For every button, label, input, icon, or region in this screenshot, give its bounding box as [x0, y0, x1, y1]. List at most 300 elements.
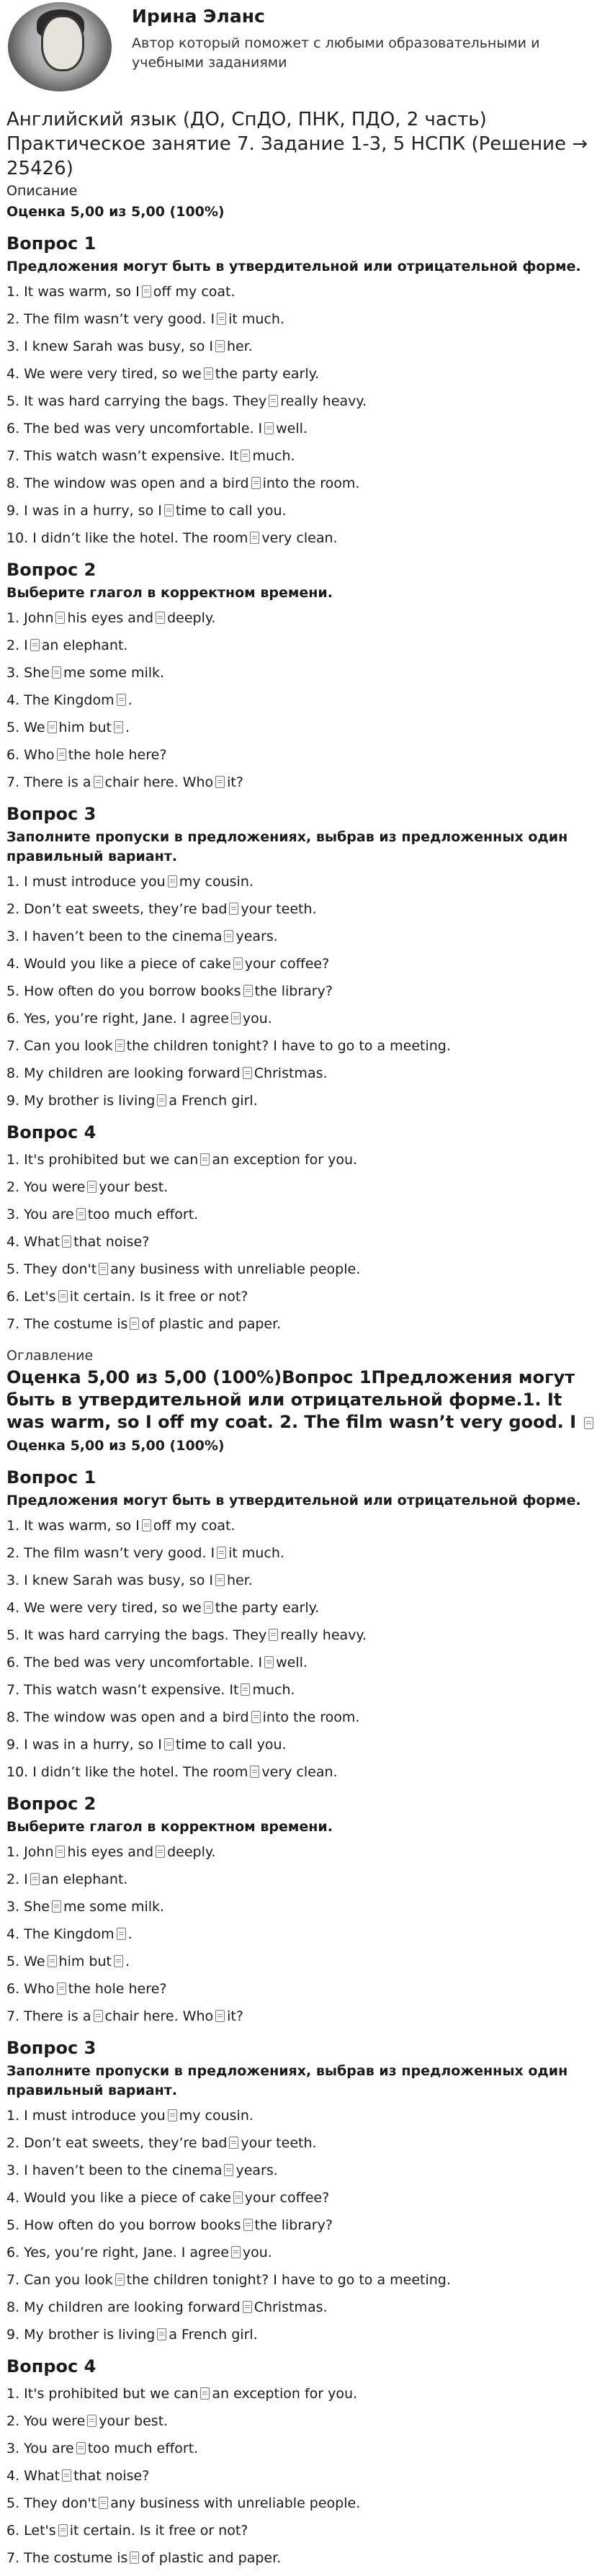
question-item — [6, 609, 604, 627]
question-item — [6, 2325, 604, 2344]
item-text: the hole here? — [68, 1981, 167, 1997]
answer-blank-icon[interactable] — [142, 1519, 151, 1531]
item-text: 4. We were very tired, so we — [6, 366, 202, 382]
item-text: 2. The film wasn’t very good. I — [6, 311, 215, 327]
item-text: well. — [276, 1655, 308, 1671]
item-text: 1. John — [6, 1844, 54, 1860]
item-text: your teeth. — [241, 2135, 317, 2151]
item-text: 6. Who — [6, 1981, 55, 1997]
questions-section — [6, 231, 604, 1333]
question-items — [6, 282, 604, 547]
answer-blank-icon[interactable] — [243, 1067, 252, 1079]
item-text: it certain. Is it free or not? — [69, 1289, 248, 1305]
answer-blank-icon[interactable] — [117, 1928, 126, 1940]
item-text: 2. I — [6, 1871, 28, 1887]
answer-blank-icon[interactable] — [87, 1181, 97, 1193]
question-item — [6, 900, 604, 918]
item-text: the party early. — [215, 366, 320, 382]
item-text: Christmas. — [254, 1065, 328, 1081]
item-text: 1. It's prohibited but we can — [6, 2386, 199, 2402]
item-text: the hole here? — [68, 747, 167, 763]
item-text: 9. My brother is living — [6, 1093, 156, 1109]
item-text: 1. It's prohibited but we can — [6, 1152, 199, 1168]
item-text: a French girl. — [169, 2327, 258, 2343]
item-text: 7. Can you look — [6, 2272, 113, 2288]
answer-blank-icon[interactable] — [114, 721, 123, 733]
item-text: 6. Let's — [6, 1289, 56, 1305]
question-item — [6, 474, 604, 493]
answer-blank-icon[interactable] — [117, 694, 126, 706]
item-text: your coffee? — [244, 956, 330, 972]
question-item — [6, 1598, 604, 1617]
answer-blank-icon[interactable] — [62, 1235, 71, 1248]
item-text: into the room. — [262, 475, 360, 491]
question-instruction: Предложения могут быть в утвердительной или отрицательной форме. — [6, 1493, 581, 1508]
question-item — [6, 2216, 604, 2235]
answer-blank-icon[interactable] — [30, 1873, 40, 1885]
item-text: 7. This watch wasn’t expensive. It — [6, 448, 239, 464]
answer-blank-icon[interactable] — [200, 1153, 210, 1166]
question-item — [6, 1897, 604, 1916]
item-text: 7. The costume is — [6, 1316, 128, 1332]
item-text: me some milk. — [63, 1899, 165, 1915]
item-text: you. — [242, 2245, 272, 2260]
item-text: 8. My children are looking forward — [6, 2299, 241, 2315]
answer-blank-icon[interactable] — [58, 2524, 68, 2536]
item-text: 4. The Kingdom — [6, 692, 115, 708]
item-text: chair here. Who — [104, 774, 214, 790]
item-text: much. — [252, 1682, 295, 1698]
item-text: of plastic and paper. — [141, 1316, 282, 1332]
item-text: that noise? — [73, 1234, 150, 1250]
score-text-repeat: Оценка 5,00 из 5,00 (100%) — [6, 1438, 225, 1454]
item-text: 7. There is a — [6, 774, 91, 790]
answer-blank-icon[interactable] — [269, 1629, 278, 1641]
question-instruction: Выберите глагол в корректном времени. — [6, 1819, 333, 1835]
item-text: 7. This watch wasn’t expensive. It — [6, 1682, 239, 1698]
question-item — [6, 1233, 604, 1251]
item-text: really heavy. — [280, 1627, 367, 1643]
answer-blank-icon[interactable] — [156, 612, 165, 624]
answer-blank-icon[interactable] — [243, 2301, 252, 2313]
answer-blank-icon[interactable] — [57, 748, 66, 761]
answer-blank-icon[interactable] — [115, 1039, 125, 1052]
answer-blank-icon[interactable] — [231, 2246, 241, 2258]
answer-blank-icon[interactable] — [130, 2552, 139, 2564]
question-item — [6, 419, 604, 438]
item-text: 5. It was hard carrying the bags. They — [6, 1627, 267, 1643]
question-items — [6, 872, 604, 1110]
question-item — [6, 2298, 604, 2317]
item-text: 2. You were — [6, 2413, 86, 2429]
question-item — [6, 1735, 604, 1754]
answer-blank-icon[interactable] — [94, 776, 103, 788]
answer-blank-icon[interactable] — [217, 1547, 226, 1559]
answer-blank-icon[interactable] — [157, 1094, 166, 1106]
item-text: of plastic and paper. — [141, 2550, 282, 2566]
item-text: really heavy. — [280, 393, 367, 409]
answer-blank-icon[interactable] — [264, 422, 274, 434]
item-text: Christmas. — [254, 2299, 328, 2315]
toc-label: Оглавление — [6, 1348, 94, 1364]
description-label: Описание — [6, 183, 78, 199]
question-item — [6, 1980, 604, 1998]
item-text: any business with unreliable people. — [110, 1261, 361, 1277]
answer-blank-icon[interactable] — [264, 1656, 274, 1668]
answer-blank-icon[interactable] — [114, 1955, 123, 1967]
item-text: 5. They don't — [6, 2495, 97, 2511]
item-text: 4. What — [6, 2468, 60, 2484]
item-text: . — [125, 720, 130, 735]
question-instruction: Предложения могут быть в утвердительной или отрицательной форме. — [6, 259, 581, 274]
answer-blank-icon[interactable] — [243, 985, 253, 997]
item-text: 2. You were — [6, 1179, 86, 1195]
answer-blank-icon[interactable] — [241, 1683, 250, 1696]
answer-blank-icon[interactable] — [168, 875, 177, 887]
item-text: an exception for you. — [212, 1152, 358, 1168]
item-text: 4. What — [6, 1234, 60, 1250]
score-text: Оценка 5,00 из 5,00 (100%) — [6, 204, 225, 220]
item-text: . — [125, 1954, 130, 1969]
question-item — [6, 691, 604, 710]
question-heading: Вопрос 1 — [6, 1467, 97, 1488]
item-text: it much. — [228, 311, 284, 327]
question-item — [6, 2384, 604, 2403]
item-text: it? — [227, 2008, 243, 2024]
question-items — [6, 609, 604, 792]
answer-blank-icon[interactable] — [48, 1955, 57, 1967]
answer-blank-icon[interactable] — [168, 2109, 177, 2121]
question-item — [6, 746, 604, 764]
item-text: a French girl. — [169, 1093, 258, 1109]
item-text: me some milk. — [63, 665, 165, 681]
item-text: the library? — [254, 2217, 333, 2233]
answer-blank-icon[interactable] — [52, 666, 61, 679]
item-text: too much effort. — [87, 2441, 199, 2456]
item-text: 10. I didn’t like the hotel. The room — [6, 1764, 248, 1780]
question-item — [6, 2412, 604, 2430]
question-item — [6, 1843, 604, 1861]
question-item — [6, 1315, 604, 1333]
answer-blank-icon[interactable] — [229, 2137, 238, 2149]
answer-blank-icon[interactable] — [251, 1711, 261, 1723]
answer-blank-icon[interactable] — [30, 639, 40, 651]
item-text: 7. Can you look — [6, 1038, 113, 1054]
item-text: her. — [226, 1573, 253, 1588]
item-text: 5. How often do you borrow books — [6, 983, 241, 999]
question-item — [6, 2161, 604, 2180]
answer-blank-icon[interactable] — [250, 1766, 259, 1778]
item-text: 10. I didn’t like the hotel. The room — [6, 530, 248, 546]
item-text: too much effort. — [87, 1207, 199, 1222]
toc-summary-text: Оценка 5,00 из 5,00 (100%)Вопрос 1Предложения могут быть в утвердительной или отрицательной форме.1. It was warm, so I off my coat. 2. The film wasn’t very good. I — [6, 1367, 583, 1432]
answer-blank-icon[interactable] — [94, 2010, 103, 2022]
item-text: deeply. — [167, 610, 216, 626]
item-text: 8. My children are looking forward — [6, 1065, 241, 1081]
question-item — [6, 447, 604, 465]
item-text: the party early. — [215, 1600, 320, 1616]
item-text: 3. I haven’t been to the cinema — [6, 2163, 223, 2178]
answer-blank-icon[interactable] — [215, 776, 225, 788]
question-item — [6, 1150, 604, 1169]
item-text: 9. I was in a hurry, so I — [6, 503, 162, 519]
item-text: my cousin. — [179, 2108, 254, 2124]
item-text: his eyes and — [67, 1844, 154, 1860]
question-item — [6, 2243, 604, 2262]
item-text: 3. You are — [6, 1207, 74, 1222]
question-items — [6, 1150, 604, 1333]
question-item — [6, 2521, 604, 2540]
question-item — [6, 1205, 604, 1224]
item-text: very clean. — [261, 530, 338, 546]
item-text: years. — [236, 2163, 278, 2178]
toc-summary — [6, 1367, 604, 1434]
item-text: much. — [252, 448, 295, 464]
item-text: into the room. — [262, 1709, 360, 1725]
question-item — [6, 337, 604, 356]
item-text: 2. The film wasn’t very good. I — [6, 1545, 215, 1561]
question-item — [6, 1870, 604, 1889]
question-item — [6, 1952, 604, 1971]
item-text: her. — [226, 339, 253, 354]
item-text: 5. They don't — [6, 1261, 97, 1277]
item-text: 5. We — [6, 720, 45, 735]
answer-blank-icon[interactable] — [233, 957, 243, 970]
answer-blank-icon[interactable] — [62, 2469, 71, 2482]
item-text: 4. We were very tired, so we — [6, 1600, 202, 1616]
author-avatar[interactable] — [8, 2, 112, 91]
question-item — [6, 2439, 604, 2458]
question-instruction: Выберите глагол в корректном времени. — [6, 585, 333, 601]
answer-blank-icon[interactable] — [52, 1900, 61, 1913]
item-text: 4. The Kingdom — [6, 1926, 115, 1942]
answer-blank-icon[interactable] — [200, 2387, 210, 2400]
question-item — [6, 282, 604, 301]
answer-blank-icon[interactable] — [57, 1982, 66, 1995]
item-text: 7. The costume is — [6, 2550, 128, 2566]
question-items — [6, 2384, 604, 2567]
item-text: . — [127, 692, 133, 708]
item-text: 6. The bed was very uncomfortable. I — [6, 1655, 263, 1671]
item-text: 9. I was in a hurry, so I — [6, 1737, 162, 1753]
item-text: 5. We — [6, 1954, 45, 1969]
item-text: years. — [236, 929, 278, 944]
question-item — [6, 392, 604, 411]
question-item — [6, 1544, 604, 1562]
item-text: your teeth. — [241, 901, 317, 917]
item-text: 1. It was warm, so I — [6, 1518, 140, 1534]
item-text: 2. Don’t eat sweets, they’re bad — [6, 901, 228, 917]
item-text: the children tonight? I have to go to a meeting. — [126, 1038, 451, 1054]
answer-blank-icon[interactable] — [99, 1263, 108, 1275]
question-item — [6, 1681, 604, 1699]
item-text: 4. Would you like a piece of cake — [6, 956, 231, 972]
item-text: 1. I must introduce you — [6, 874, 166, 890]
question-item — [6, 1178, 604, 1197]
answer-blank-icon[interactable] — [251, 477, 261, 489]
answer-blank-icon[interactable] — [229, 903, 238, 915]
item-text: 1. It was warm, so I — [6, 284, 140, 300]
author-description: Автор который поможет с любыми образовательными и учебными заданиями — [132, 35, 540, 71]
questions-section-repeat — [6, 1465, 604, 2567]
item-text: it much. — [228, 1545, 284, 1561]
answer-blank-icon[interactable] — [87, 2415, 97, 2427]
item-text: 4. Would you like a piece of cake — [6, 2190, 231, 2206]
answer-blank-icon[interactable] — [164, 1738, 174, 1750]
answer-blank-icon[interactable] — [224, 2164, 233, 2176]
item-text: very clean. — [261, 1764, 338, 1780]
item-text: 1. John — [6, 610, 54, 626]
item-text: 3. She — [6, 1899, 50, 1915]
item-text: well. — [276, 421, 308, 437]
question-item — [6, 365, 604, 383]
question-item — [6, 1516, 604, 1535]
item-text: 6. Yes, you’re right, Jane. I agree — [6, 2245, 229, 2260]
missing-glyph-icon — [584, 1417, 593, 1429]
question-item — [6, 663, 604, 682]
question-item — [6, 1626, 604, 1645]
item-text: him but — [58, 1954, 112, 1969]
item-text: 6. Let's — [6, 2523, 56, 2539]
question-item — [6, 310, 604, 328]
question-item — [6, 1708, 604, 1727]
answer-blank-icon[interactable] — [164, 504, 174, 516]
question-item — [6, 2467, 604, 2485]
question-items — [6, 1843, 604, 2026]
question-item — [6, 1763, 604, 1781]
item-text: an elephant. — [41, 638, 128, 653]
document-title: Английский язык (ДО, СпДО, ПНК, ПДО, 2 часть) Практическое занятие 7. Задание 1-3, 5 НСПК (Решение → 25426) — [6, 109, 588, 179]
answer-blank-icon[interactable] — [99, 2497, 108, 2509]
question-instruction: Заполните пропуски в предложениях, выбрав из предложенных один правильный вариант. — [6, 829, 568, 864]
answer-blank-icon[interactable] — [48, 721, 57, 733]
question-heading: Вопрос 2 — [6, 560, 97, 580]
answer-blank-icon[interactable] — [215, 2010, 225, 2022]
answer-blank-icon[interactable] — [76, 1208, 86, 1220]
item-text: 5. It was hard carrying the bags. They — [6, 393, 267, 409]
answer-blank-icon[interactable] — [233, 2191, 243, 2204]
answer-blank-icon[interactable] — [241, 450, 250, 462]
item-text: 9. My brother is living — [6, 2327, 156, 2343]
question-heading: Вопрос 2 — [6, 1794, 97, 1814]
question-item — [6, 2271, 604, 2289]
answer-blank-icon[interactable] — [115, 2273, 125, 2286]
item-text: your best. — [99, 2413, 169, 2429]
author-block — [6, 0, 604, 100]
item-text: 3. I knew Sarah was busy, so I — [6, 339, 213, 354]
item-text: his eyes and — [67, 610, 154, 626]
item-text: 6. The bed was very uncomfortable. I — [6, 421, 263, 437]
item-text: 1. I must introduce you — [6, 2108, 166, 2124]
answer-blank-icon[interactable] — [215, 1574, 225, 1586]
item-text: an exception for you. — [212, 2386, 358, 2402]
item-text: any business with unreliable people. — [110, 2495, 361, 2511]
question-item — [6, 501, 604, 520]
item-text: you. — [242, 1011, 272, 1027]
question-item — [6, 1260, 604, 1279]
item-text: 3. I haven’t been to the cinema — [6, 929, 223, 944]
question-item — [6, 2188, 604, 2207]
question-item — [6, 529, 604, 547]
item-text: it? — [227, 774, 243, 790]
item-text: 3. You are — [6, 2441, 74, 2456]
item-text: 3. I knew Sarah was busy, so I — [6, 1573, 213, 1588]
item-text: deeply. — [167, 1844, 216, 1860]
question-heading: Вопрос 3 — [6, 2038, 97, 2058]
item-text: him but — [58, 720, 112, 735]
answer-blank-icon[interactable] — [76, 2442, 86, 2454]
answer-blank-icon[interactable] — [269, 395, 278, 407]
item-text: time to call you. — [175, 503, 287, 519]
question-heading: Вопрос 1 — [6, 233, 97, 254]
item-text: 8. The window was open and a bird — [6, 1709, 249, 1725]
answer-blank-icon[interactable] — [55, 1846, 65, 1858]
question-heading: Вопрос 4 — [6, 1122, 97, 1142]
author-info — [132, 2, 578, 73]
item-text: 2. Don’t eat sweets, they’re bad — [6, 2135, 228, 2151]
author-name[interactable]: Ирина Эланс — [132, 6, 265, 27]
item-text: your best. — [99, 1179, 169, 1195]
item-text: 3. She — [6, 665, 50, 681]
question-item — [6, 1287, 604, 1306]
item-text: that noise? — [73, 2468, 150, 2484]
answer-blank-icon[interactable] — [224, 930, 233, 942]
item-text: the children tonight? I have to go to a meeting. — [126, 2272, 451, 2288]
question-item — [6, 773, 604, 792]
question-item — [6, 2549, 604, 2567]
question-item — [6, 954, 604, 973]
answer-blank-icon[interactable] — [204, 367, 213, 380]
answer-blank-icon[interactable] — [231, 1012, 241, 1024]
item-text: your coffee? — [244, 2190, 330, 2206]
question-item — [6, 1925, 604, 1944]
question-item — [6, 1009, 604, 1028]
answer-blank-icon[interactable] — [156, 1846, 165, 1858]
question-items — [6, 1516, 604, 1781]
question-item — [6, 1653, 604, 1672]
item-text: an elephant. — [41, 1871, 128, 1887]
question-item — [6, 2106, 604, 2125]
item-text: chair here. Who — [104, 2008, 214, 2024]
answer-blank-icon[interactable] — [217, 313, 226, 325]
question-instruction: Заполните пропуски в предложениях, выбрав из предложенных один правильный вариант. — [6, 2063, 568, 2098]
avatar-face — [41, 15, 84, 71]
item-text: off my coat. — [153, 1518, 236, 1534]
question-item — [6, 718, 604, 737]
answer-blank-icon[interactable] — [130, 1318, 139, 1330]
question-item — [6, 982, 604, 1001]
question-item — [6, 1571, 604, 1590]
question-item — [6, 2007, 604, 2026]
question-item — [6, 1091, 604, 1110]
answer-blank-icon[interactable] — [215, 340, 225, 352]
answer-blank-icon[interactable] — [204, 1601, 213, 1614]
answer-blank-icon[interactable] — [58, 1290, 68, 1302]
question-item — [6, 636, 604, 655]
question-item — [6, 1037, 604, 1055]
question-item — [6, 2494, 604, 2513]
question-item — [6, 1064, 604, 1083]
item-text: 7. There is a — [6, 2008, 91, 2024]
answer-blank-icon[interactable] — [55, 612, 65, 624]
question-item — [6, 2134, 604, 2152]
item-text: 5. How often do you borrow books — [6, 2217, 241, 2233]
answer-blank-icon[interactable] — [243, 2219, 253, 2231]
answer-blank-icon[interactable] — [142, 285, 151, 298]
answer-blank-icon[interactable] — [250, 532, 259, 544]
answer-blank-icon[interactable] — [157, 2328, 166, 2340]
item-text: off my coat. — [153, 284, 236, 300]
